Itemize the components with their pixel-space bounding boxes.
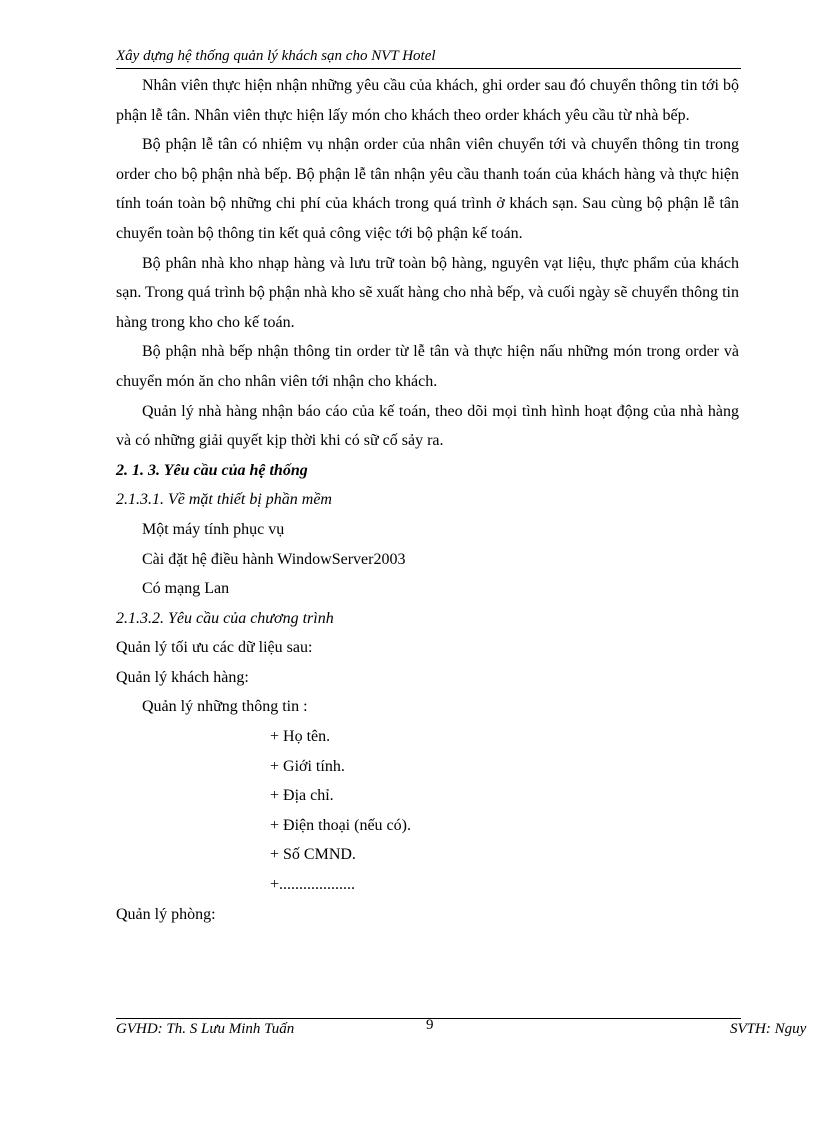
paragraph: Quản lý nhà hàng nhận báo cáo của kế toán, theo dõi mọi tình hình hoạt động của nhà hàng và có những giải quyết kịp thời khi có sữ cố sảy ra. — [116, 402, 739, 450]
list-item: Cài đặt hệ điều hành WindowServer2003 — [142, 550, 406, 568]
field-item: +................... — [270, 876, 356, 894]
field-item: + Số CMND. — [270, 846, 356, 864]
footer-student: SVTH: Nguy — [730, 1021, 807, 1037]
footer-advisor: GVHD: Th. S Lưu Minh Tuấn — [116, 1021, 295, 1037]
paragraph: Nhân viên thực hiện nhận những yêu cầu của khách, ghi order sau đó chuyển thông tin tới bộ phận lễ tân. Nhân viên thực hiện lấy món cho khách theo order khách yêu cầu từ nhà bếp. — [116, 77, 739, 124]
running-header: Xây dựng hệ thống quản lý khách sạn cho NVT Hotel — [116, 48, 436, 64]
subsection-heading: 2.1.3.1. Về mặt thiết bị phần mềm — [116, 491, 332, 509]
info-label: Quản lý những thông tin : — [142, 698, 308, 716]
field-item: + Họ tên. — [270, 728, 331, 746]
section-heading: 2. 1. 3. Yêu cầu của hệ thống — [116, 461, 308, 479]
subsection-heading: 2.1.3.2. Yêu cầu của chương trình — [116, 609, 334, 627]
page-number: 9 — [426, 1017, 434, 1033]
list-item: Có mạng Lan — [142, 580, 230, 598]
field-item: + Giới tính. — [270, 757, 345, 775]
paragraph: Bộ phận lễ tân có nhiệm vụ nhận order của nhân viên chuyển tới và chuyển thông tin trong order cho bộ phận nhà bếp. Bộ phận lễ tân nhận yêu cầu thanh toán của khách hàng và thực hiện tính toán toàn bộ những chi phí của khách trong quá trình ở khách sạn. Sau cùng bộ phận lễ tân chuyển toàn bộ thông tin kết quả công việc tới bộ phận kế toán. — [116, 136, 739, 242]
room-label: Quản lý phòng: — [116, 905, 216, 923]
list-item: Một máy tính phục vụ — [142, 520, 285, 538]
paragraph: Bộ phận nhà bếp nhận thông tin order từ lễ tân và thực hiện nấu những món trong order và chuyển món ăn cho nhân viên tới nhận cho khách. — [116, 343, 739, 390]
paragraph: Bộ phân nhà kho nhạp hàng và lưu trữ toàn bộ hàng, nguyên vạt liệu, thực phẩm của khách sạn. Trong quá trình bộ phận nhà kho sẽ xuất hàng cho nhà bếp, và cuối ngày sẽ chuyển thông tin hàng trong kho cho kế toán. — [116, 254, 739, 331]
field-item: + Điện thoại (nếu có). — [270, 816, 411, 834]
intro-line: Quản lý tối ưu các dữ liệu sau: — [116, 639, 313, 657]
header-rule — [116, 68, 741, 69]
field-item: + Địa chỉ. — [270, 787, 334, 805]
document-body — [116, 71, 739, 929]
customer-label: Quản lý khách hàng: — [116, 668, 249, 686]
